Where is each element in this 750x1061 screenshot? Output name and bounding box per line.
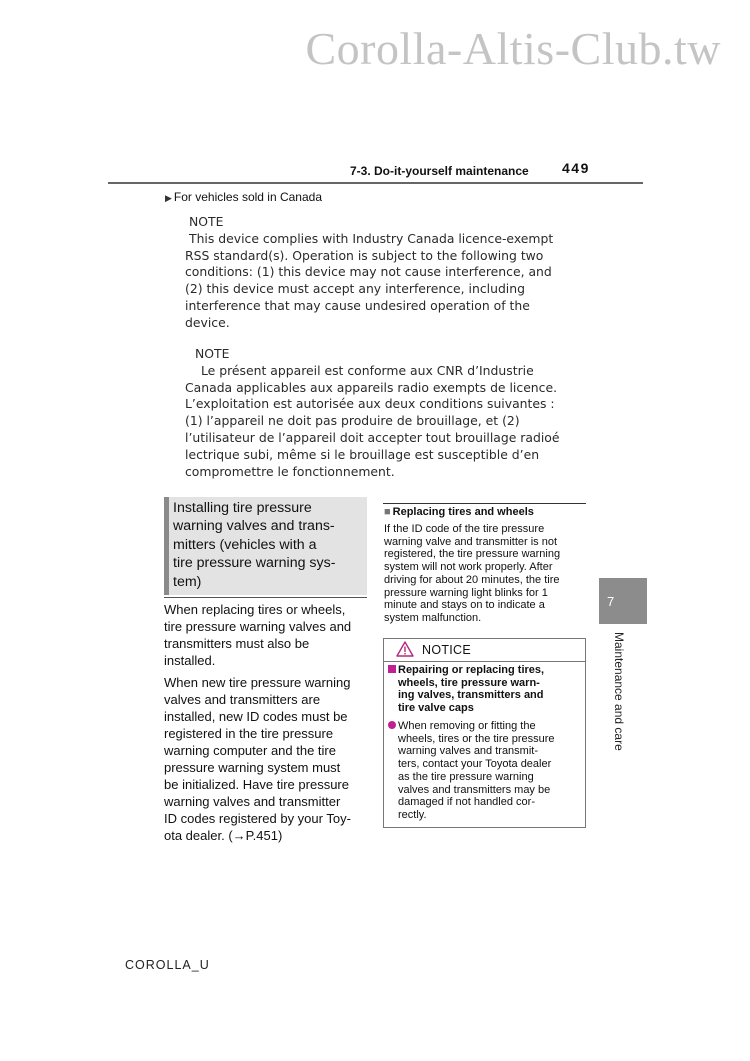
notice-body-line: as the tire pressure warning — [398, 770, 534, 783]
header-divider — [108, 182, 643, 184]
notice-header-divider — [384, 661, 585, 662]
note-fr-line: l’utilisateur de l’appareil doit accepter tout brouillage radioé — [185, 429, 560, 445]
replacing-heading — [384, 506, 534, 518]
note-fr-line: L’exploitation est autorisée aux deux conditions suivantes : — [185, 396, 555, 412]
notice-body-line: ters, contact your Toyota dealer — [398, 758, 552, 771]
replacing-line: pressure warning light blinks for 1 — [384, 586, 548, 599]
replacing-heading-text: Replacing tires and wheels — [392, 506, 534, 518]
body-line: warning computer and the tire — [164, 743, 336, 758]
body-line: be initialized. Have tire pressure — [164, 777, 349, 792]
body-line: installed, new ID codes must be — [164, 709, 348, 724]
notice-body-line: rectly. — [398, 808, 427, 821]
square-bullet-icon: ■ — [384, 506, 391, 518]
body-line: valves and transmitters are — [164, 692, 321, 707]
body-paragraph-1 — [164, 601, 367, 669]
notice-subheading-line: tire valve caps — [398, 702, 474, 715]
note-en-label: NOTE — [189, 214, 224, 229]
section-title-line: mitters (vehicles with a — [173, 536, 317, 553]
notice-body-line: damaged if not handled cor- — [398, 796, 535, 809]
triangle-bullet-icon: ▶ — [165, 193, 172, 203]
replacing-line: system will not work properly. After — [384, 561, 553, 574]
notice-subheading-line: ing valves, transmitters and — [398, 689, 544, 702]
body-paragraph-2 — [164, 674, 367, 844]
body-line: tire pressure warning valves and — [164, 619, 352, 634]
warning-triangle-icon — [396, 641, 414, 657]
note-fr-line: (1) l’appareil ne doit pas produire de brouillage, et (2) — [185, 413, 520, 429]
notice-subheading-text: Repairing or replacing tires, — [398, 664, 545, 676]
body-line: ID codes registered by your Toy- — [164, 811, 351, 826]
note-fr-line: Canada applicables aux appareils radio exempts de licence. — [185, 379, 558, 395]
note-fr-line: compromettre le fonctionnement. — [185, 463, 395, 479]
magenta-square-bullet-icon — [388, 665, 396, 673]
notice-body — [388, 720, 584, 822]
note-fr-label: NOTE — [195, 346, 230, 361]
notice-body-line: valves and transmitters may be — [398, 783, 551, 796]
chapter-tab-label: Maintenance and care — [612, 632, 626, 751]
replacing-body — [384, 523, 586, 625]
watermark-text: Corolla-Altis-Club.tw — [305, 23, 721, 74]
body-line: registered in the tire pressure — [164, 726, 334, 741]
section-title-line: tire pressure warning sys- — [173, 555, 336, 572]
replacing-line: registered, the tire pressure warning — [384, 548, 561, 561]
body-line: installed. — [164, 653, 216, 668]
header-section-title: 7-3. Do-it-yourself maintenance — [350, 164, 529, 178]
replacing-line: minute and stays on to indicate a — [384, 599, 545, 612]
notice-body-line — [388, 720, 584, 733]
replacing-line: driving for about 20 minutes, the tire — [384, 573, 560, 586]
note-french — [185, 346, 585, 480]
notice-label: NOTICE — [422, 643, 472, 657]
canada-heading — [165, 190, 322, 204]
notice-body-line: wheels, tires or the tire pressure — [398, 732, 555, 745]
notice-subheading — [388, 664, 584, 715]
magenta-circle-bullet-icon — [388, 721, 396, 729]
note-en-line: interference that may cause undesired operation of the — [185, 297, 530, 313]
notice-subheading-line: wheels, tire pressure warn- — [398, 676, 540, 689]
body-line: pressure warning system must — [164, 760, 341, 775]
replacing-line: If the ID code of the tire pressure — [384, 523, 545, 535]
chapter-tab-number: 7 — [607, 594, 615, 609]
body-line: When replacing tires or wheels, — [164, 602, 346, 617]
replacing-divider — [383, 503, 586, 504]
note-en-line: This device complies with Industry Canada licence-exempt — [189, 230, 554, 246]
section-title-line: warning valves and trans- — [173, 518, 335, 535]
section-title-line: Installing tire pressure — [173, 500, 312, 516]
note-en-line: RSS standard(s). Operation is subject to the following two — [185, 247, 544, 263]
section-title — [173, 499, 368, 591]
notice-body-line: warning valves and transmit- — [398, 745, 539, 758]
replacing-line: system malfunction. — [384, 611, 482, 624]
footer-code: COROLLA_U — [125, 958, 210, 972]
note-fr-line: Le présent appareil est conforme aux CNR d’Industrie — [201, 362, 534, 378]
notice-body-text: When removing or fitting the — [398, 720, 536, 732]
note-fr-line: lectrique subi, même si le brouillage est susceptible d’en — [185, 446, 540, 462]
notice-subheading-line — [388, 664, 584, 677]
canada-heading-text: For vehicles sold in Canada — [173, 190, 322, 204]
section-divider — [164, 597, 367, 598]
note-en-line: device. — [185, 314, 230, 330]
cross-reference-link[interactable]: ota dealer. (→P.451) — [164, 828, 283, 843]
note-en-line: (2) this device must accept any interference, including — [185, 281, 525, 297]
body-line: When new tire pressure warning — [164, 675, 351, 690]
page-number: 449 — [562, 160, 590, 176]
replacing-line: warning valve and transmitter is not — [384, 535, 558, 548]
body-line: warning valves and transmitter — [164, 794, 341, 809]
body-line: transmitters must also be — [164, 636, 310, 651]
section-title-line: tem) — [173, 573, 202, 590]
note-en-line: conditions: (1) this device may not cause interference, and — [185, 264, 552, 280]
note-english — [185, 214, 585, 332]
